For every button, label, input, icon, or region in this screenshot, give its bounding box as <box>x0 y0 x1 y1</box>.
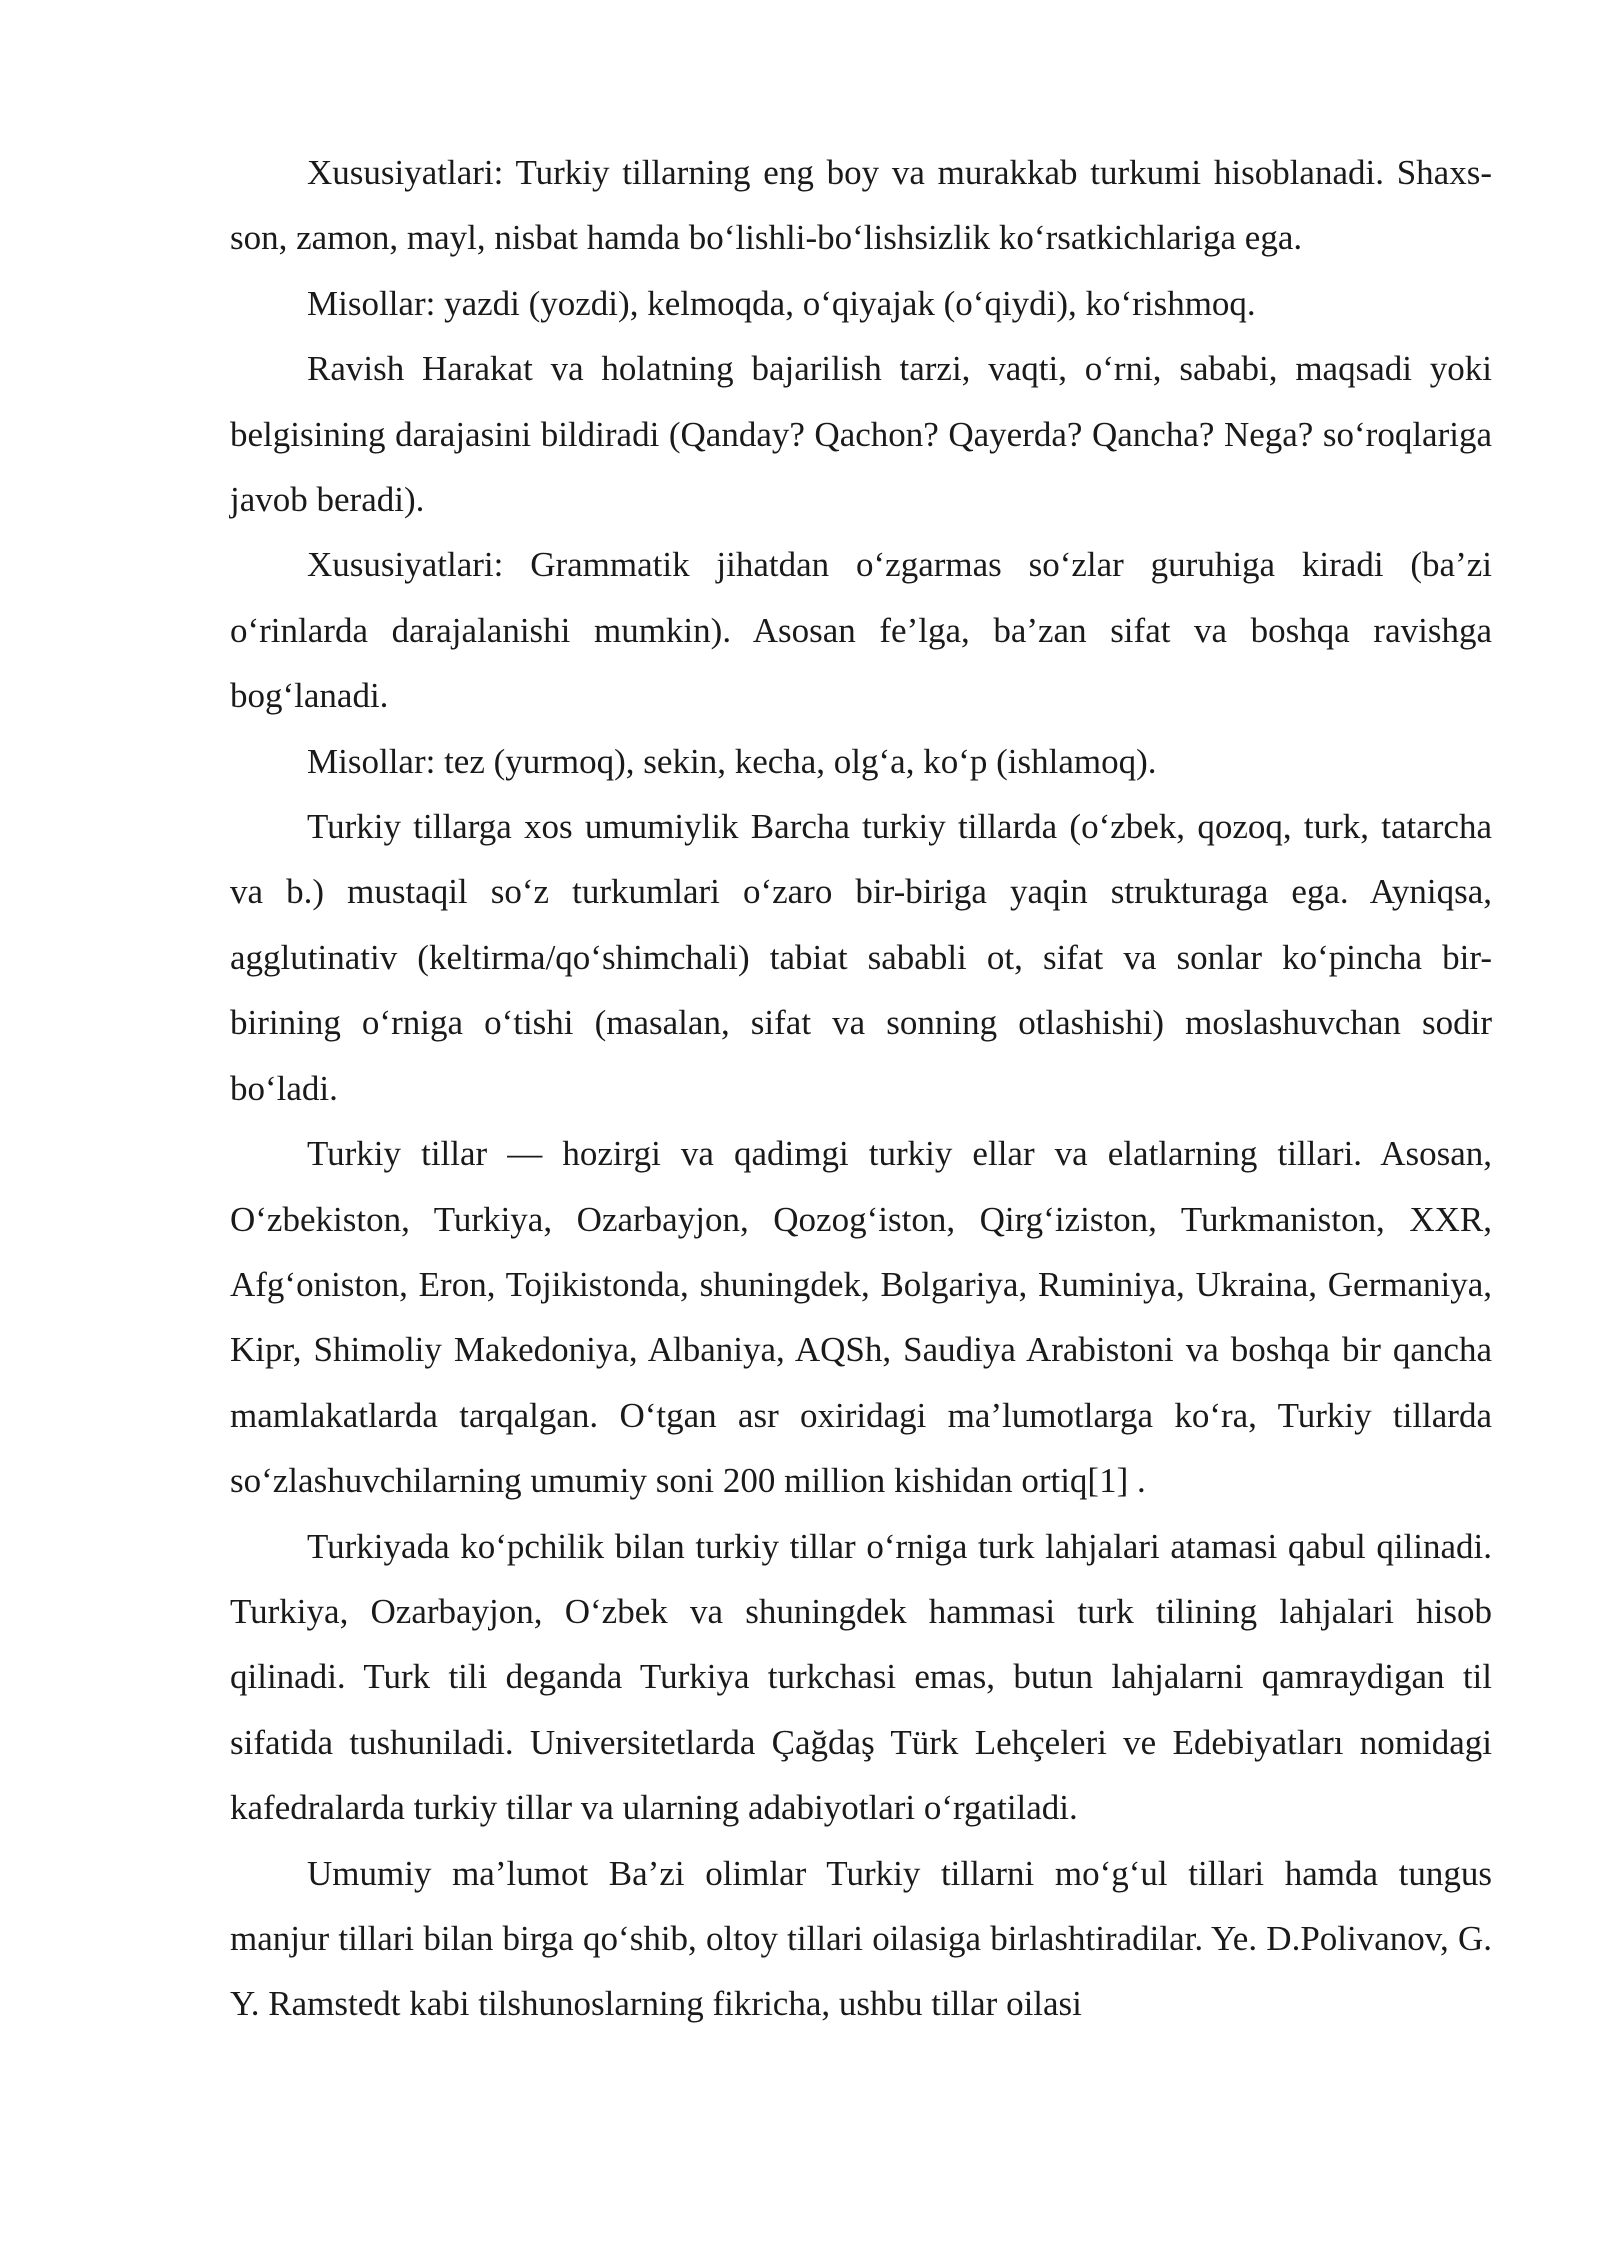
paragraph-general-info: Umumiy ma’lumot Ba’zi olimlar Turkiy tillarni mo‘g‘ul tillari hamda tungus manjur tillari bilan birga qo‘shib, oltoy tillari oilasiga birlashtiradilar. Ye. D.Polivanov, G. Y. Ramstedt kabi tilshunoslarning fikricha, ushbu tillar oilasi <box>230 1853 1492 2024</box>
paragraph-ravish-features: Xususiyatlari: Grammatik jihatdan o‘zgarmas so‘zlar guruhiga kiradi (ba’zi o‘rinlarda darajalanishi mumkin). Asosan fe’lga, ba’zan sifat va boshqa ravishga bog‘lanadi. <box>230 545 1492 716</box>
paragraph-turkic-languages: Turkiy tillar — hozirgi va qadimgi turkiy ellar va elatlarning tillari. Asosan, O‘zbekiston, Turkiya, Ozarbayjon, Qozog‘iston, Qirg‘iziston, Turkmaniston, XXR, Afg‘oniston, Eron, Tojikistonda, shuningdek, Bolgariya, Ruminiya, Ukraina, Germaniya, Kipr, Shimoliy Makedoniya, Albaniya, AQSh, Saudiya Arabistoni va boshqa bir qancha mamlakatlarda tarqalgan. O‘tgan asr oxiridagi ma’lumotlarga ko‘ra, Turkiy tillarda so‘zlashuvchilarning umumiy soni 200 million kishidan ortiq[1] . <box>230 1134 1492 1501</box>
paragraph-fel-examples: Misollar: yazdi (yozdi), kelmoqda, o‘qiyajak (o‘qiydi), ko‘rishmoq. <box>307 283 1256 323</box>
paragraph-fel-features: Xususiyatlari: Turkiy tillarning eng boy va murakkab turkumi hisoblanadi. Shaxs-son, zamon, mayl, nisbat hamda bo‘lishli-bo‘lishsizlik ko‘rsatkichlariga ega. <box>230 153 1492 258</box>
paragraph-turkey-dialects: Turkiyada ko‘pchilik bilan turkiy tillar o‘rniga turk lahjalari atamasi qabul qilinadi. Turkiya, Ozarbayjon, O‘zbek va shuningdek hammasi turk tilining lahjalari hisob qilinadi. Turk tili deganda Turkiya turkchasi emas, butun lahjalarni qamraydigan til sifatida tushuniladi. Universitetlarda Çağdaş Türk Lehçeleri ve Edebiyatları nomidagi kafedralarda turkiy tillar va ularning adabiyotlari o‘rgatiladi. <box>230 1526 1492 1828</box>
paragraph-ravish-examples: Misollar: tez (yurmoq), sekin, kecha, olg‘a, ko‘p (ishlamoq). <box>307 741 1157 781</box>
paragraph-ravish-definition: Ravish Harakat va holatning bajarilish tarzi, vaqti, o‘rni, sababi, maqsadi yoki belgisining darajasini bildiradi (Qanday? Qachon? Qayerda? Qancha? Nega? so‘roqlariga javob beradi). <box>230 349 1492 520</box>
paragraph-turkic-commonality: Turkiy tillarga xos umumiylik Barcha turkiy tillarda (o‘zbek, qozoq, turk, tatarcha va b.) mustaqil so‘z turkumlari o‘zaro bir-biriga yaqin strukturaga ega. Ayniqsa, agglutinativ (keltirma/qo‘shimchali) tabiat sababli ot, sifat va sonlar ko‘pincha bir-birining o‘rniga o‘tishi (masalan, sifat va sonning otlashishi) moslashuvchan sodir bo‘ladi. <box>230 807 1492 1108</box>
document-page <box>230 140 1492 2037</box>
